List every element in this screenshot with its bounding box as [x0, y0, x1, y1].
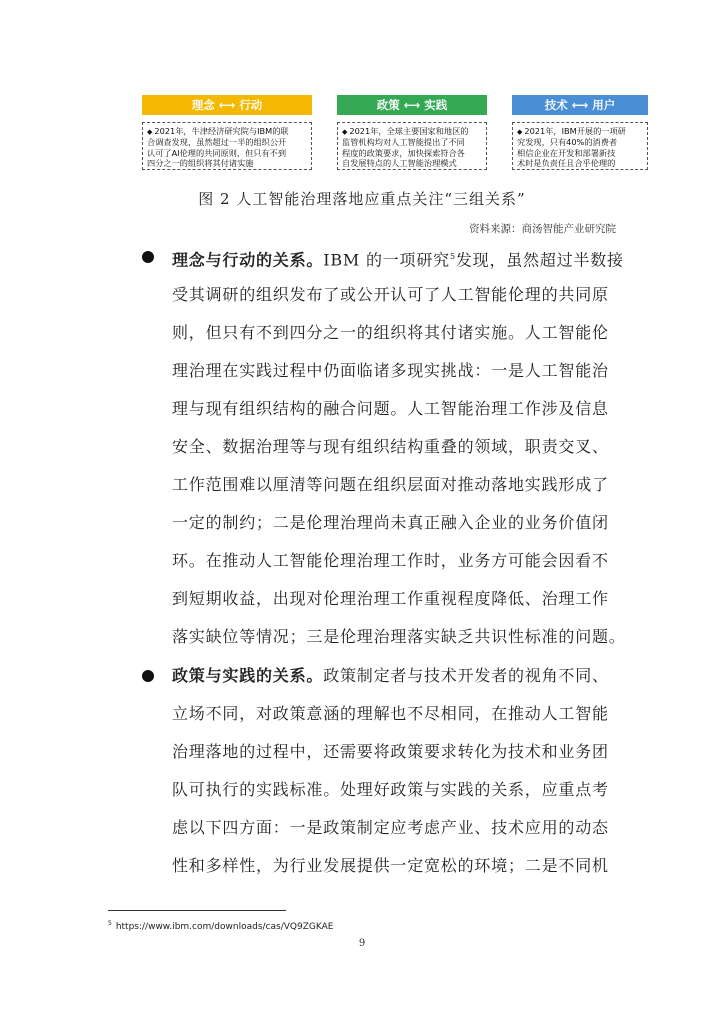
para1-line: 落实缺位等情况；三是伦理治理落实缺乏共识性标准的问题。 — [172, 627, 626, 646]
footnote-number: 5 — [108, 920, 112, 927]
para1-text: IBM 的一项研究 — [323, 250, 450, 270]
relationship-figure — [142, 95, 650, 175]
para1-line: 受其调研的组织发布了或公开认可了人工智能伦理的共同原 — [172, 285, 609, 304]
box-line — [342, 126, 482, 137]
footnote-link[interactable]: https://www.ibm.com/downloads/cas/VQ9ZGKAE — [115, 922, 334, 932]
para2-line: 立场不同，对政策意涵的理解也不尽相同，在推动人工智能 — [172, 704, 609, 723]
para2-line: 性和多样性，为行业发展提供一定宽松的环境；二是不同机 — [172, 856, 609, 875]
figure-source: 资料来源：商汤智能产业研究院 — [469, 223, 616, 235]
para1-line: 理与现有组织结构的融合问题。人工智能治理工作涉及信息 — [172, 399, 609, 418]
para1-lead: 理念与行动的关系。 — [172, 250, 324, 270]
box-text: 相信企业在开发和部署新技 — [517, 147, 616, 158]
box-text: 合调查发现，虽然超过一半的组织公开 — [147, 137, 287, 148]
para2-text: 政策制定者与技术开发者的视角不同、 — [323, 666, 609, 685]
figure-column-ideas-actions — [142, 95, 312, 175]
box-text: 自发展特点的人工智能治理模式 — [342, 158, 457, 169]
para1-line: 则，但只有不到四分之一的组织将其付诸实施。人工智能伦 — [172, 323, 609, 342]
para2-line: 虑以下四方面：一是政策制定应考虑产业、技术应用的动态 — [172, 818, 609, 837]
para2-lead: 政策与实践的关系。 — [172, 666, 324, 685]
para1-line — [172, 244, 624, 270]
figure-box-policy-practice — [337, 122, 487, 170]
box-text: 认可了AI伦理的共同原则，但只有不到 — [147, 147, 287, 158]
figure-header-ideas-actions: 理念 ⟷ 行动 — [142, 95, 312, 115]
figure-header-policy-practice: 政策 ⟷ 实践 — [337, 95, 487, 115]
para2-line — [172, 663, 609, 689]
box-text: 2021年，IBM开展的一项研 — [524, 126, 626, 136]
figure-column-tech-users — [512, 95, 648, 175]
para1-line: 安全、数据治理等与现有组织结构重叠的领域，职责交叉、 — [172, 437, 609, 456]
box-text: 监管机构均对人工智能提出了不同 — [342, 137, 465, 148]
bullet-icon — [142, 670, 154, 682]
box-line — [517, 126, 643, 137]
figure-column-policy-practice — [337, 95, 487, 175]
figure-caption: 图 2 人工智能治理落地应重点关注“三组关系” — [198, 190, 526, 208]
box-text: 2021年，牛津经济研究院与IBM的联 — [154, 126, 289, 136]
para1-text: 发现，虽然超过半数接 — [455, 250, 624, 270]
diamond-bullet-icon: ◆ — [517, 128, 523, 136]
box-text: 究发现，只有40%的消费者 — [517, 137, 618, 148]
box-text: 四分之一的组织将其付诸实施 — [147, 158, 254, 169]
footnote-ref: 5 — [449, 252, 456, 261]
diamond-bullet-icon: ◆ — [147, 128, 153, 136]
box-text: 程度的政策要求，加快探索符合各 — [342, 147, 465, 158]
diamond-bullet-icon: ◆ — [342, 128, 348, 136]
para1-line: 工作范围难以厘清等问题在组织层面对推动落地实践形成了 — [172, 475, 609, 494]
page-number: 9 — [358, 938, 366, 949]
para2-line: 队可执行的实践标准。处理好政策与实践的关系，应重点考 — [172, 780, 609, 799]
figure-box-tech-users — [512, 122, 648, 170]
para1-line: 到短期收益，出现对伦理治理工作重视程度降低、治理工作 — [172, 589, 609, 608]
box-text: 术时是负责任且合乎伦理的 — [517, 158, 616, 169]
box-text: 2021年，全球主要国家和地区的 — [349, 126, 469, 136]
para1-line: 理治理在实践过程中仍面临诸多现实挑战：一是人工智能治 — [172, 361, 609, 380]
bullet-icon — [142, 251, 154, 263]
footnote — [108, 920, 333, 932]
figure-header-tech-users: 技术 ⟷ 用户 — [512, 95, 648, 115]
box-line — [147, 126, 307, 137]
para1-line: 一定的制约；二是伦理治理尚未真正融入企业的业务价值闭 — [172, 513, 609, 532]
footnote-divider — [108, 910, 286, 911]
para1-line: 环。在推动人工智能伦理治理工作时，业务方可能会因看不 — [172, 551, 609, 570]
figure-box-ideas-actions — [142, 122, 312, 170]
para2-line: 治理落地的过程中，还需要将政策要求转化为技术和业务团 — [172, 742, 609, 761]
